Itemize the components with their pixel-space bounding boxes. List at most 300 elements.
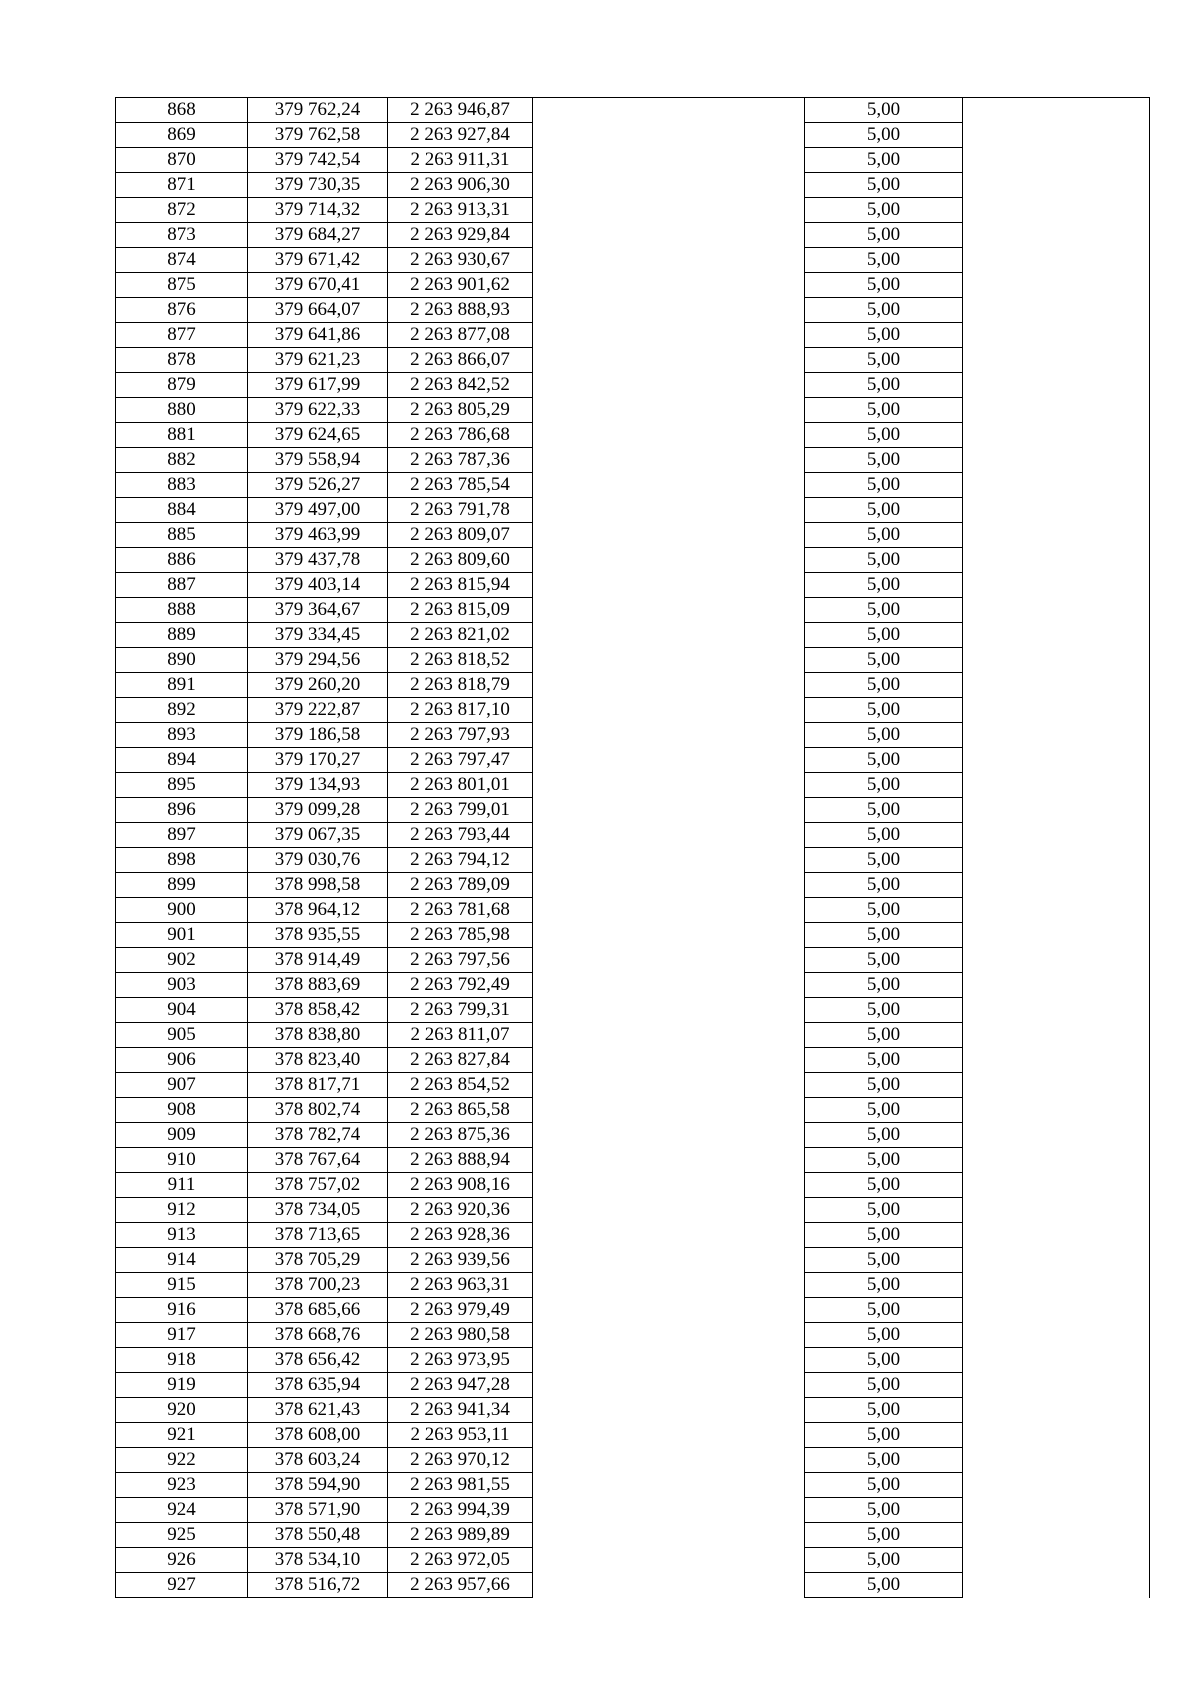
empty-cell (533, 1298, 805, 1323)
y-coordinate-cell: 2 263 963,31 (388, 1273, 533, 1298)
value-cell: 5,00 (805, 973, 963, 998)
value-cell: 5,00 (805, 98, 963, 123)
empty-cell (533, 373, 805, 398)
empty-cell (963, 1048, 1150, 1073)
empty-cell (963, 523, 1150, 548)
y-coordinate-cell: 2 263 789,09 (388, 873, 533, 898)
empty-cell (533, 1248, 805, 1273)
table-row (116, 123, 1150, 148)
x-coordinate-cell: 378 883,69 (248, 973, 388, 998)
value-cell: 5,00 (805, 198, 963, 223)
point-number-cell: 907 (116, 1073, 248, 1098)
value-cell: 5,00 (805, 1573, 963, 1598)
y-coordinate-cell: 2 263 953,11 (388, 1423, 533, 1448)
value-cell: 5,00 (805, 348, 963, 373)
empty-cell (533, 448, 805, 473)
x-coordinate-cell: 378 594,90 (248, 1473, 388, 1498)
y-coordinate-cell: 2 263 927,84 (388, 123, 533, 148)
empty-cell (963, 498, 1150, 523)
empty-cell (533, 298, 805, 323)
y-coordinate-cell: 2 263 794,12 (388, 848, 533, 873)
y-coordinate-cell: 2 263 797,93 (388, 723, 533, 748)
value-cell: 5,00 (805, 498, 963, 523)
empty-cell (963, 1423, 1150, 1448)
value-cell: 5,00 (805, 1173, 963, 1198)
table-row (116, 1123, 1150, 1148)
point-number-cell: 900 (116, 898, 248, 923)
x-coordinate-cell: 379 222,87 (248, 698, 388, 723)
empty-cell (533, 1373, 805, 1398)
table-row (116, 148, 1150, 173)
empty-cell (533, 1273, 805, 1298)
x-coordinate-cell: 379 624,65 (248, 423, 388, 448)
value-cell: 5,00 (805, 598, 963, 623)
value-cell: 5,00 (805, 323, 963, 348)
x-coordinate-cell: 379 463,99 (248, 523, 388, 548)
y-coordinate-cell: 2 263 908,16 (388, 1173, 533, 1198)
point-number-cell: 880 (116, 398, 248, 423)
value-cell: 5,00 (805, 223, 963, 248)
table-row (116, 473, 1150, 498)
x-coordinate-cell: 378 516,72 (248, 1573, 388, 1598)
point-number-cell: 895 (116, 773, 248, 798)
table-row (116, 773, 1150, 798)
point-number-cell: 881 (116, 423, 248, 448)
table-row (116, 398, 1150, 423)
x-coordinate-cell: 379 762,24 (248, 98, 388, 123)
y-coordinate-cell: 2 263 979,49 (388, 1298, 533, 1323)
empty-cell (963, 648, 1150, 673)
x-coordinate-cell: 379 067,35 (248, 823, 388, 848)
table-row (116, 1223, 1150, 1248)
y-coordinate-cell: 2 263 941,34 (388, 1398, 533, 1423)
empty-cell (963, 623, 1150, 648)
y-coordinate-cell: 2 263 970,12 (388, 1448, 533, 1473)
empty-cell (533, 1448, 805, 1473)
table-row (116, 248, 1150, 273)
y-coordinate-cell: 2 263 797,56 (388, 948, 533, 973)
empty-cell (533, 198, 805, 223)
empty-cell (963, 173, 1150, 198)
x-coordinate-cell: 378 571,90 (248, 1498, 388, 1523)
empty-cell (533, 698, 805, 723)
empty-cell (533, 1323, 805, 1348)
table-row (116, 1373, 1150, 1398)
empty-cell (963, 773, 1150, 798)
empty-cell (963, 598, 1150, 623)
x-coordinate-cell: 379 294,56 (248, 648, 388, 673)
x-coordinate-cell: 379 364,67 (248, 598, 388, 623)
y-coordinate-cell: 2 263 781,68 (388, 898, 533, 923)
value-cell: 5,00 (805, 373, 963, 398)
point-number-cell: 872 (116, 198, 248, 223)
empty-cell (533, 1548, 805, 1573)
point-number-cell: 917 (116, 1323, 248, 1348)
value-cell: 5,00 (805, 1323, 963, 1348)
y-coordinate-cell: 2 263 786,68 (388, 423, 533, 448)
value-cell: 5,00 (805, 898, 963, 923)
value-cell: 5,00 (805, 998, 963, 1023)
empty-cell (533, 1098, 805, 1123)
y-coordinate-cell: 2 263 877,08 (388, 323, 533, 348)
empty-cell (963, 873, 1150, 898)
table-row (116, 1098, 1150, 1123)
y-coordinate-cell: 2 263 947,28 (388, 1373, 533, 1398)
empty-cell (963, 148, 1150, 173)
empty-cell (533, 773, 805, 798)
table-row (116, 1398, 1150, 1423)
point-number-cell: 913 (116, 1223, 248, 1248)
x-coordinate-cell: 378 534,10 (248, 1548, 388, 1573)
point-number-cell: 909 (116, 1123, 248, 1148)
table-row (116, 448, 1150, 473)
empty-cell (963, 1473, 1150, 1498)
point-number-cell: 875 (116, 273, 248, 298)
empty-cell (963, 948, 1150, 973)
empty-cell (963, 198, 1150, 223)
table-row (116, 173, 1150, 198)
value-cell: 5,00 (805, 1523, 963, 1548)
y-coordinate-cell: 2 263 793,44 (388, 823, 533, 848)
empty-cell (533, 948, 805, 973)
x-coordinate-cell: 378 767,64 (248, 1148, 388, 1173)
x-coordinate-cell: 378 668,76 (248, 1323, 388, 1348)
empty-cell (533, 973, 805, 998)
value-cell: 5,00 (805, 448, 963, 473)
x-coordinate-cell: 378 705,29 (248, 1248, 388, 1273)
y-coordinate-cell: 2 263 799,01 (388, 798, 533, 823)
x-coordinate-cell: 379 334,45 (248, 623, 388, 648)
y-coordinate-cell: 2 263 827,84 (388, 1048, 533, 1073)
empty-cell (533, 173, 805, 198)
y-coordinate-cell: 2 263 928,36 (388, 1223, 533, 1248)
x-coordinate-cell: 379 621,23 (248, 348, 388, 373)
y-coordinate-cell: 2 263 911,31 (388, 148, 533, 173)
empty-cell (533, 273, 805, 298)
point-number-cell: 879 (116, 373, 248, 398)
empty-cell (963, 673, 1150, 698)
table-row (116, 998, 1150, 1023)
table-row (116, 223, 1150, 248)
x-coordinate-cell: 379 260,20 (248, 673, 388, 698)
x-coordinate-cell: 378 782,74 (248, 1123, 388, 1148)
value-cell: 5,00 (805, 1473, 963, 1498)
point-number-cell: 890 (116, 648, 248, 673)
x-coordinate-cell: 379 186,58 (248, 723, 388, 748)
empty-cell (533, 1023, 805, 1048)
table-row (116, 1473, 1150, 1498)
value-cell: 5,00 (805, 648, 963, 673)
table-row (116, 973, 1150, 998)
empty-cell (533, 1223, 805, 1248)
empty-cell (533, 823, 805, 848)
point-number-cell: 891 (116, 673, 248, 698)
value-cell: 5,00 (805, 723, 963, 748)
point-number-cell: 920 (116, 1398, 248, 1423)
point-number-cell: 923 (116, 1473, 248, 1498)
y-coordinate-cell: 2 263 866,07 (388, 348, 533, 373)
point-number-cell: 869 (116, 123, 248, 148)
point-number-cell: 905 (116, 1023, 248, 1048)
empty-cell (533, 398, 805, 423)
empty-cell (963, 98, 1150, 123)
empty-cell (963, 1173, 1150, 1198)
value-cell: 5,00 (805, 1548, 963, 1573)
value-cell: 5,00 (805, 623, 963, 648)
x-coordinate-cell: 379 714,32 (248, 198, 388, 223)
value-cell: 5,00 (805, 848, 963, 873)
value-cell: 5,00 (805, 1023, 963, 1048)
x-coordinate-cell: 378 935,55 (248, 923, 388, 948)
x-coordinate-cell: 379 670,41 (248, 273, 388, 298)
value-cell: 5,00 (805, 1448, 963, 1473)
empty-cell (963, 1323, 1150, 1348)
value-cell: 5,00 (805, 1273, 963, 1298)
empty-cell (533, 798, 805, 823)
x-coordinate-cell: 379 617,99 (248, 373, 388, 398)
empty-cell (963, 1023, 1150, 1048)
value-cell: 5,00 (805, 1223, 963, 1248)
table-row (116, 848, 1150, 873)
y-coordinate-cell: 2 263 818,52 (388, 648, 533, 673)
y-coordinate-cell: 2 263 972,05 (388, 1548, 533, 1573)
value-cell: 5,00 (805, 948, 963, 973)
empty-cell (533, 98, 805, 123)
y-coordinate-cell: 2 263 865,58 (388, 1098, 533, 1123)
empty-cell (963, 848, 1150, 873)
empty-cell (533, 1173, 805, 1198)
empty-cell (533, 223, 805, 248)
table-row (116, 1248, 1150, 1273)
point-number-cell: 892 (116, 698, 248, 723)
y-coordinate-cell: 2 263 792,49 (388, 973, 533, 998)
y-coordinate-cell: 2 263 821,02 (388, 623, 533, 648)
table-row (116, 273, 1150, 298)
empty-cell (963, 923, 1150, 948)
empty-cell (533, 1048, 805, 1073)
empty-cell (963, 398, 1150, 423)
y-coordinate-cell: 2 263 929,84 (388, 223, 533, 248)
empty-cell (963, 823, 1150, 848)
y-coordinate-cell: 2 263 901,62 (388, 273, 533, 298)
y-coordinate-cell: 2 263 888,93 (388, 298, 533, 323)
table-row (116, 298, 1150, 323)
empty-cell (963, 698, 1150, 723)
table-row (116, 498, 1150, 523)
empty-cell (533, 348, 805, 373)
value-cell: 5,00 (805, 1248, 963, 1273)
empty-cell (963, 1448, 1150, 1473)
empty-cell (963, 373, 1150, 398)
y-coordinate-cell: 2 263 809,60 (388, 548, 533, 573)
y-coordinate-cell: 2 263 799,31 (388, 998, 533, 1023)
value-cell: 5,00 (805, 1198, 963, 1223)
point-number-cell: 882 (116, 448, 248, 473)
point-number-cell: 899 (116, 873, 248, 898)
point-number-cell: 886 (116, 548, 248, 573)
value-cell: 5,00 (805, 1298, 963, 1323)
value-cell: 5,00 (805, 1498, 963, 1523)
table-row (116, 648, 1150, 673)
empty-cell (533, 1348, 805, 1373)
point-number-cell: 889 (116, 623, 248, 648)
table-row (116, 323, 1150, 348)
value-cell: 5,00 (805, 1073, 963, 1098)
empty-cell (533, 1523, 805, 1548)
empty-cell (533, 1398, 805, 1423)
point-number-cell: 883 (116, 473, 248, 498)
y-coordinate-cell: 2 263 913,31 (388, 198, 533, 223)
x-coordinate-cell: 379 134,93 (248, 773, 388, 798)
empty-cell (963, 1398, 1150, 1423)
x-coordinate-cell: 378 713,65 (248, 1223, 388, 1248)
empty-cell (533, 898, 805, 923)
empty-cell (963, 798, 1150, 823)
point-number-cell: 873 (116, 223, 248, 248)
x-coordinate-cell: 378 823,40 (248, 1048, 388, 1073)
y-coordinate-cell: 2 263 854,52 (388, 1073, 533, 1098)
value-cell: 5,00 (805, 773, 963, 798)
empty-cell (963, 898, 1150, 923)
value-cell: 5,00 (805, 573, 963, 598)
empty-cell (963, 298, 1150, 323)
point-number-cell: 888 (116, 598, 248, 623)
x-coordinate-cell: 379 099,28 (248, 798, 388, 823)
point-number-cell: 887 (116, 573, 248, 598)
x-coordinate-cell: 379 170,27 (248, 748, 388, 773)
value-cell: 5,00 (805, 423, 963, 448)
empty-cell (533, 1498, 805, 1523)
y-coordinate-cell: 2 263 787,36 (388, 448, 533, 473)
empty-cell (963, 1373, 1150, 1398)
empty-cell (533, 648, 805, 673)
empty-cell (533, 923, 805, 948)
empty-cell (963, 473, 1150, 498)
x-coordinate-cell: 378 603,24 (248, 1448, 388, 1473)
point-number-cell: 896 (116, 798, 248, 823)
y-coordinate-cell: 2 263 805,29 (388, 398, 533, 423)
point-number-cell: 908 (116, 1098, 248, 1123)
x-coordinate-cell: 378 817,71 (248, 1073, 388, 1098)
table-row (116, 873, 1150, 898)
value-cell: 5,00 (805, 673, 963, 698)
empty-cell (533, 573, 805, 598)
point-number-cell: 902 (116, 948, 248, 973)
table-row (116, 573, 1150, 598)
coordinate-table (115, 97, 1150, 1598)
empty-cell (963, 548, 1150, 573)
empty-cell (533, 473, 805, 498)
value-cell: 5,00 (805, 1048, 963, 1073)
value-cell: 5,00 (805, 698, 963, 723)
empty-cell (533, 323, 805, 348)
y-coordinate-cell: 2 263 994,39 (388, 1498, 533, 1523)
table-row (116, 423, 1150, 448)
table-row (116, 373, 1150, 398)
x-coordinate-cell: 378 802,74 (248, 1098, 388, 1123)
x-coordinate-cell: 378 734,05 (248, 1198, 388, 1223)
empty-cell (533, 498, 805, 523)
empty-cell (963, 973, 1150, 998)
empty-cell (963, 273, 1150, 298)
x-coordinate-cell: 378 914,49 (248, 948, 388, 973)
point-number-cell: 915 (116, 1273, 248, 1298)
value-cell: 5,00 (805, 248, 963, 273)
value-cell: 5,00 (805, 273, 963, 298)
point-number-cell: 894 (116, 748, 248, 773)
y-coordinate-cell: 2 263 930,67 (388, 248, 533, 273)
table-row (116, 523, 1150, 548)
table-row (116, 698, 1150, 723)
empty-cell (963, 1248, 1150, 1273)
x-coordinate-cell: 378 621,43 (248, 1398, 388, 1423)
value-cell: 5,00 (805, 1398, 963, 1423)
point-number-cell: 903 (116, 973, 248, 998)
x-coordinate-cell: 379 526,27 (248, 473, 388, 498)
x-coordinate-cell: 378 656,42 (248, 1348, 388, 1373)
point-number-cell: 906 (116, 1048, 248, 1073)
x-coordinate-cell: 379 558,94 (248, 448, 388, 473)
empty-cell (533, 548, 805, 573)
point-number-cell: 916 (116, 1298, 248, 1323)
x-coordinate-cell: 378 964,12 (248, 898, 388, 923)
value-cell: 5,00 (805, 123, 963, 148)
empty-cell (963, 123, 1150, 148)
empty-cell (533, 1473, 805, 1498)
empty-cell (533, 848, 805, 873)
empty-cell (963, 1548, 1150, 1573)
y-coordinate-cell: 2 263 920,36 (388, 1198, 533, 1223)
empty-cell (963, 1573, 1150, 1598)
table-row (116, 798, 1150, 823)
point-number-cell: 914 (116, 1248, 248, 1273)
empty-cell (963, 1098, 1150, 1123)
x-coordinate-cell: 379 664,07 (248, 298, 388, 323)
empty-cell (963, 723, 1150, 748)
point-number-cell: 918 (116, 1348, 248, 1373)
y-coordinate-cell: 2 263 973,95 (388, 1348, 533, 1373)
y-coordinate-cell: 2 263 842,52 (388, 373, 533, 398)
point-number-cell: 868 (116, 98, 248, 123)
empty-cell (963, 448, 1150, 473)
y-coordinate-cell: 2 263 888,94 (388, 1148, 533, 1173)
x-coordinate-cell: 378 858,42 (248, 998, 388, 1023)
empty-cell (533, 523, 805, 548)
y-coordinate-cell: 2 263 785,98 (388, 923, 533, 948)
x-coordinate-cell: 379 030,76 (248, 848, 388, 873)
empty-cell (963, 748, 1150, 773)
value-cell: 5,00 (805, 548, 963, 573)
value-cell: 5,00 (805, 748, 963, 773)
point-number-cell: 927 (116, 1573, 248, 1598)
table-row (116, 198, 1150, 223)
x-coordinate-cell: 378 608,00 (248, 1423, 388, 1448)
y-coordinate-cell: 2 263 989,89 (388, 1523, 533, 1548)
y-coordinate-cell: 2 263 791,78 (388, 498, 533, 523)
table-row (116, 923, 1150, 948)
empty-cell (963, 1148, 1150, 1173)
empty-cell (963, 1123, 1150, 1148)
point-number-cell: 874 (116, 248, 248, 273)
x-coordinate-cell: 379 671,42 (248, 248, 388, 273)
empty-cell (963, 1223, 1150, 1248)
point-number-cell: 924 (116, 1498, 248, 1523)
table-row (116, 1048, 1150, 1073)
empty-cell (533, 723, 805, 748)
y-coordinate-cell: 2 263 875,36 (388, 1123, 533, 1148)
y-coordinate-cell: 2 263 946,87 (388, 98, 533, 123)
value-cell: 5,00 (805, 1123, 963, 1148)
